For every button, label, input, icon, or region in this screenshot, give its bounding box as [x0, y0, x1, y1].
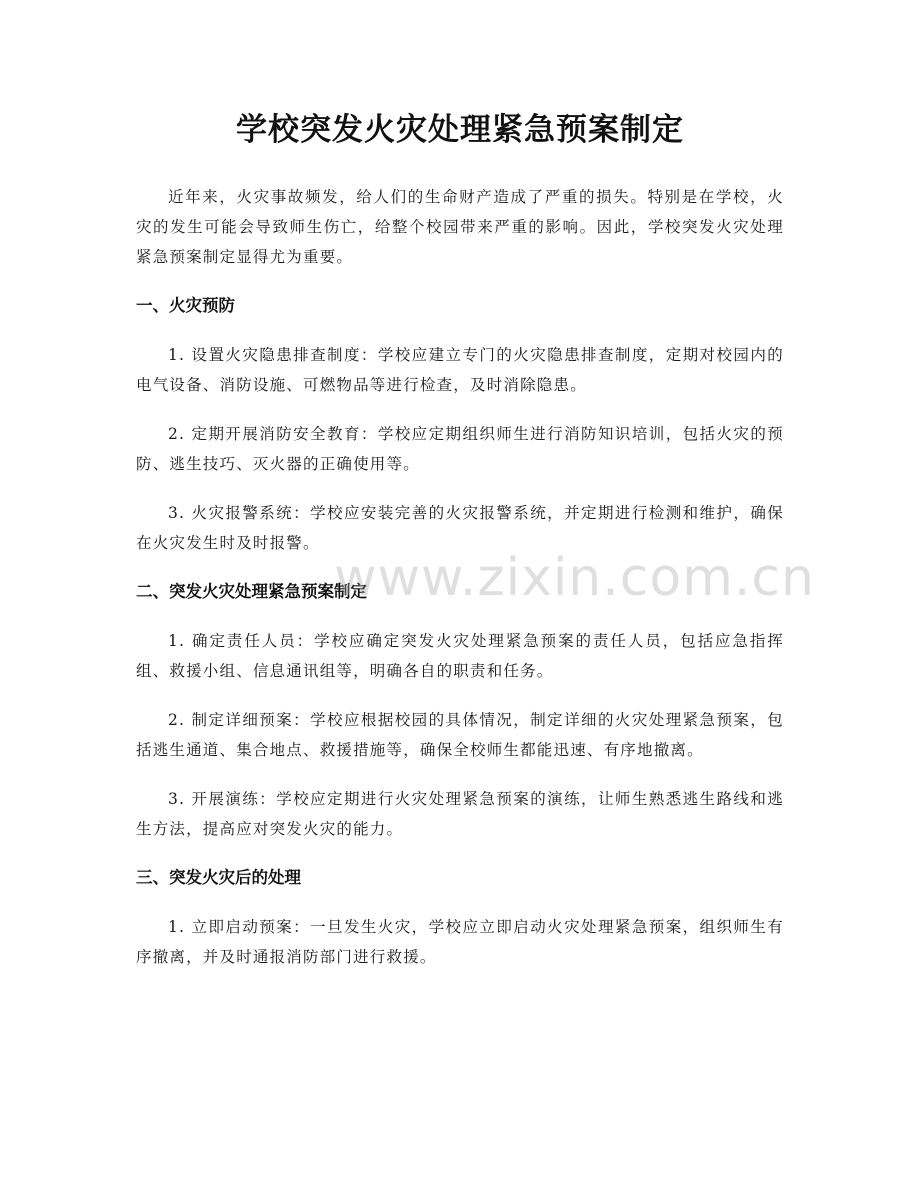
- document-body: [136, 182, 784, 991]
- watermark: www.zixin.com.cn: [334, 548, 815, 608]
- document-title: 学校突发火灾处理紧急预案制定: [236, 112, 684, 148]
- list-item: 3. 开展演练：学校应定期进行火灾处理紧急预案的演练，让师生熟悉逃生路线和逃生方法，提高应对突发火灾的能力。: [136, 790, 784, 838]
- section-heading-aftermath: 三、突发火灾后的处理: [136, 868, 301, 887]
- section-heading-prevention: 一、火灾预防: [136, 296, 235, 315]
- list-item: 3. 火灾报警系统：学校应安装完善的火灾报警系统，并定期进行检测和维护，确保在火灾发生时及时报警。: [136, 504, 784, 552]
- intro-paragraph: 近年来，火灾事故频发，给人们的生命财产造成了严重的损失。特别是在学校，火灾的发生可能会导致师生伤亡，给整个校园带来严重的影响。因此，学校突发火灾处理紧急预案制定显得尤为重要。: [136, 188, 784, 266]
- list-item: 1. 确定责任人员：学校应确定突发火灾处理紧急预案的责任人员，包括应急指挥组、救援小组、信息通讯组等，明确各自的职责和任务。: [136, 632, 784, 680]
- list-item: 1. 立即启动预案：一旦发生火灾，学校应立即启动火灾处理紧急预案，组织师生有序撤离，并及时通报消防部门进行救援。: [136, 918, 784, 966]
- list-item: 2. 定期开展消防安全教育：学校应定期组织师生进行消防知识培训，包括火灾的预防、逃生技巧、灭火器的正确使用等。: [136, 425, 784, 473]
- section-heading-emergency-plan: 二、突发火灾处理紧急预案制定: [136, 582, 367, 601]
- list-item: 2. 制定详细预案：学校应根据校园的具体情况，制定详细的火灾处理紧急预案，包括逃生通道、集合地点、救援措施等，确保全校师生都能迅速、有序地撤离。: [136, 711, 784, 759]
- list-item: 1. 设置火灾隐患排查制度：学校应建立专门的火灾隐患排查制度，定期对校园内的电气设备、消防设施、可燃物品等进行检查，及时消除隐患。: [136, 346, 784, 394]
